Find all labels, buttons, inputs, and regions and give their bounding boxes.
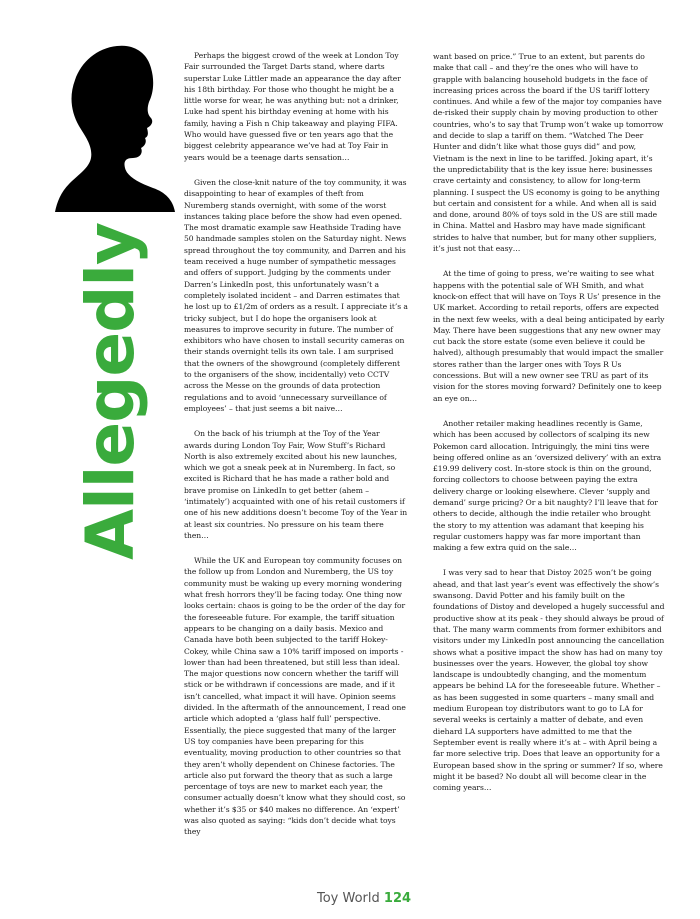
section-title: Allegedly — [72, 223, 149, 560]
paragraph-luke-littler: Perhaps the biggest crowd of the week at London Toy Fair surrounded the Target Darts stand, where darts superstar Luke Littler made an appearance the day after his 18th birthday. For those who thought he might be a little worse for wear, he was anything but: not a drinker, Luke had spent his birthday evening at home with his family, having a Fish n Chip takeaway and playing FIFA. Who would have guessed five or ten years ago that the biggest celebrity appearance we’ve had at Toy Fair in years would be a teenage darts sensation… — [184, 51, 401, 162]
left-column — [184, 50, 409, 852]
right-column — [433, 51, 665, 807]
page-number: 124 — [383, 891, 412, 906]
paragraph-wh-smith: At the time of going to press, we’re waiting to see what happens with the potential sale of WH Smith, and what knock-on effect that will have on Toys R Us’ presence in the UK market. According to retail reports, offers are expected in the next few weeks, with a deal being anticipated by early May. There have been suggestions that any new owner may cut back the store estate (some even believe it could be halved), although presumably that would impact the smaller stores rather than the larger ones with Toys R Us concessions. But will a new owner see TRU as part of its vision for the stores moving forward? Definitely one to keep an eye on… — [433, 269, 665, 403]
paragraph-game-pokemon: Another retailer making headlines recently is Game, which has been accused by collectors of scalping its new Pokemon card allocation. Intriguingly, the mini tins were being offered online as an ‘oversized delivery’ with an extra £19.99 delivery cost. In-store stock is thin on the ground, forcing collectors to choose between paying the extra delivery charge or looking elsewhere. Clever ‘supply and demand’ surge pricing? Or a bit naughty? I’ll leave that for others to decide, although the indie retailer who brought the story to my attention was adamant that keeping his regular customers happy was far more important than making a few extra quid on the sale… — [433, 418, 662, 553]
profile-silhouette-icon — [55, 42, 175, 212]
paragraph-distoy: I was very sad to hear that Distoy 2025 won’t be going ahead, and that last year’s event was effectively the show’s swansong. David Potter and his family built on the foundations of Distoy and developed a hugely successful and productive show at its peak - they should always be proud of that. The many warm comments from former exhibitors and visitors under my LinkedIn post announcing the cancellation shows what a positive impact the show has had on many toy businesses over the years. However, the global toy show landscape is undoubtedly changing, and the momentum appears be behind LA for the foreseeable future. Whether – as has been suggested in some quarters – many small and medium European toy distributors want to go to LA for several weeks is certainly a matter of debate, and even diehard LA supporters have admitted to me that the September event is really where it’s at – with April being a far more selective trip. Does that leave an opportunity for a European based show in the spring or summer? If so, where might it be based? No doubt all will become clear in the coming years… — [433, 568, 665, 793]
magazine-name: Toy World — [317, 891, 380, 906]
paragraph-nuremberg-theft: Given the close-knit nature of the toy community, it was disappointing to hear of examples of theft from Nuremberg stands overnight, with some of the worst instances taking place before the show had even opened. The most dramatic example saw Heathside Trading have 50 handmade samples stolen on the Saturday night. News spread throughout the toy community, and Darren and his team received a huge number of sympathetic messages and offers of support. Judging by the comments under Darren’s LinkedIn post, this unfortunately wasn’t a completely isolated incident – and Darren estimates that he lost up to £1/2m of orders as a result. I appreciate it’s a tricky subject, but I do hope the organisers look at measures to improve security in future. The number of exhibitors who have chosen to install security cameras on their stands overnight tells its own tale. I am surprised that the owners of the showground (completely different to the organisers of the show, incidentally) veto CCTV across the Messe on the grounds of data protection regulations and to avoid ‘unnecessary surveillance of employees’ – that just seems a bit naive… — [184, 177, 408, 413]
page-footer — [317, 892, 411, 906]
paragraph-us-tariffs: While the UK and European toy community focuses on the follow up from London and Nuremberg, the US toy community must be waking up every morning wondering what fresh horrors they’ll be facing today. One thing now looks certain: chaos is going to be the order of the day for the foreseeable future. For example, the tariff situation appears to be changing on a daily basis. Mexico and Canada have both been subjected to the tariff Hokey-Cokey, while China saw a 10% tariff imposed on imports - lower than had been threatened, but still less than ideal. The major questions now concern whether the tariff will stick or be withdrawn if concessions are made, and if it isn’t cancelled, what impact it will have. Opinion seems divided. In the aftermath of the announcement, I read one article which adopted a ‘glass half full’ perspective. Essentially, the piece suggested that many of the larger US toy companies have been preparing for this eventuality, moving production to other countries so that they aren’t wholly dependent on Chinese factories. The article also put forward the theory that as such a large percentage of toys are new to market each year, the consumer actually doesn’t know what they should cost, so whether it’s $35 or $40 makes no difference. An ‘expert’ was also quoted as saying: “kids don’t decide what toys they — [184, 556, 406, 837]
paragraph-tariffs-continued: want based on price.” True to an extent, but parents do make that call – and they’re the ones who will have to grapple with balancing household budgets in the face of increasing prices across the board if the US tariff lottery continues. And while a few of the major toy companies have de-risked their supply chain by moving production to other countries, who’s to say that Trump won’t wake up tomorrow and decide to slap a tariff on them. “Watched The Deer Hunter and didn’t like what those guys did” and pow, Vietnam is the next in line to be tariffed. Joking apart, it’s the unpredictability that is the key issue here: businesses crave certainty and consistency, to allow for long-term planning. I suspect the US economy is going to be anything but certain and consistent for a while. And when all is said and done, around 80% of toys sold in the US are still made in China. Mattel and Hasbro may have made significant strides to halve that number, but for many other suppliers, it’s just not that easy… — [433, 52, 664, 254]
paragraph-wow-stuff: On the back of his triumph at the Toy of the Year awards during London Toy Fair, Wow Stuff’s Richard North is also extremely excited about his new launches, which we got a sneak peek at in Nuremberg. In fact, so excited is Richard that he has made a rather bold and brave promise on LinkedIn to get better (ahem – ‘intimately’) acquainted with one of his retail customers if one of his new additions doesn’t become Toy of the Year in at least six countries. No pressure on his team there then… — [184, 429, 408, 540]
